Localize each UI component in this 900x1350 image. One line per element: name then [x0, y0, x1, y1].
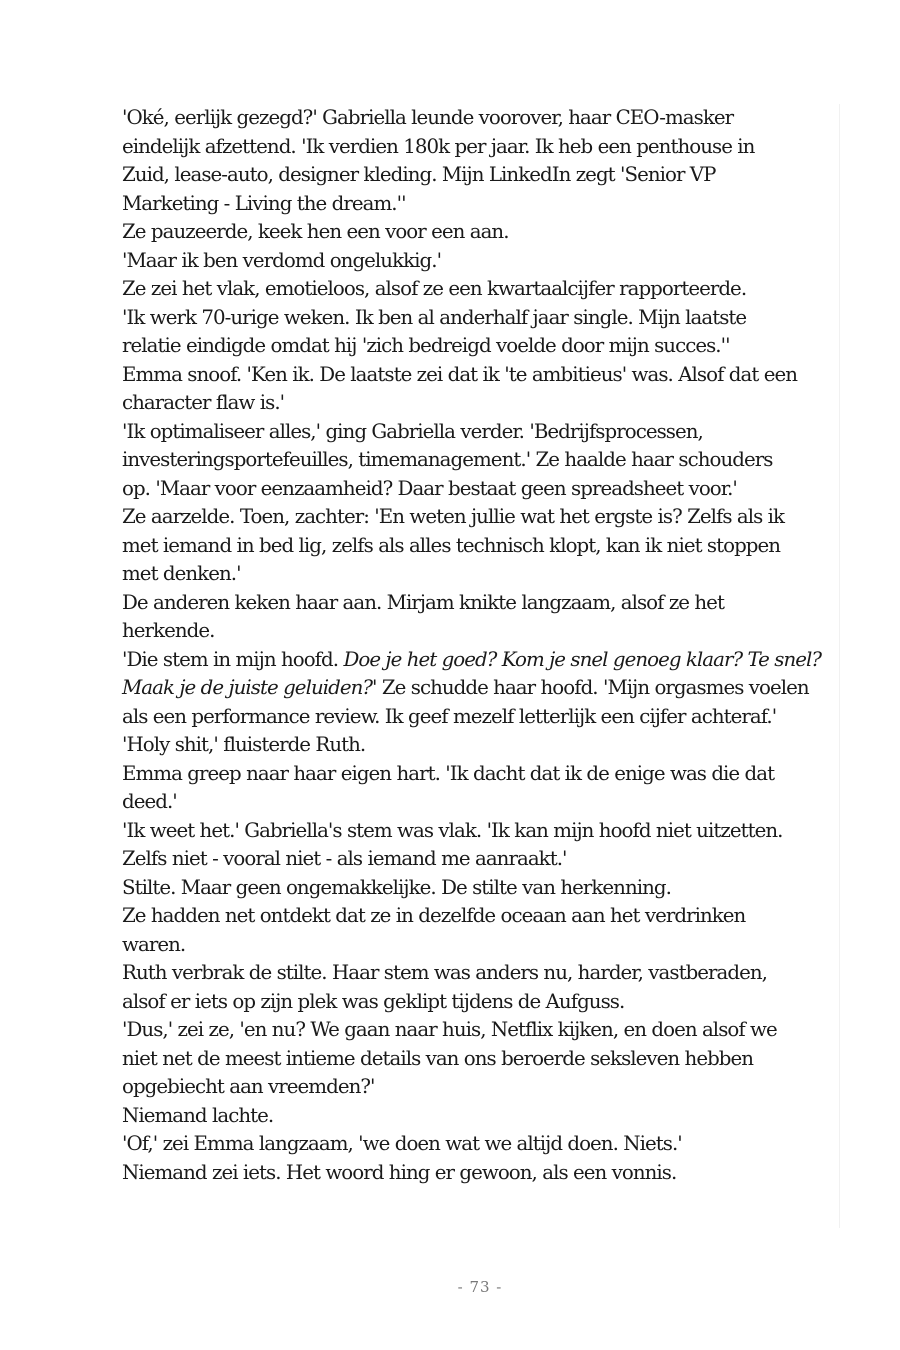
text-segment: ' Ze schudde haar hoofd. 'Mijn orgasmes voelen — [372, 676, 809, 699]
text-line: Zelfs niet - vooral niet - als iemand me aanraakt.' — [122, 847, 567, 870]
text-line — [122, 646, 839, 675]
text-line: alsof er iets op zijn plek was geklipt tijdens de Aufguss. — [122, 989, 625, 1013]
page-number: - 73 - — [457, 1278, 503, 1296]
text-line: 'Maar ik ben verdomd ongelukkig.' — [122, 248, 442, 272]
text-line: 'Ik weet het.' Gabriella's stem was vlak. 'Ik kan mijn hoofd niet uitzetten. — [122, 818, 783, 842]
text-line: Ze aarzelde. Toen, zachter: 'En weten jullie wat het ergste is? Zelfs als ik — [122, 505, 785, 528]
text-line: opgebiecht aan vreemden?' — [122, 1075, 375, 1098]
text-line: character flaw is.' — [122, 391, 285, 414]
text-line: Niemand zei iets. Het woord hing er gewoon, als een vonnis. — [122, 1160, 677, 1184]
text-block — [122, 104, 840, 1228]
text-line: deed.' — [122, 790, 177, 813]
text-line: Niemand lachte. — [122, 1103, 274, 1127]
text-line: 'Dus,' zei ze, 'en nu? We gaan naar huis, Netflix kijken, en doen alsof we — [122, 1018, 777, 1041]
text-line: investeringsportefeuilles, timemanagement.' Ze haalde haar schouders — [122, 448, 773, 471]
text-line: als een performance review. Ik geef mezelf letterlijk een cijfer achteraf.' — [122, 704, 777, 728]
text-line: 'Ik werk 70-urige weken. Ik ben al anderhalf jaar single. Mijn laatste — [122, 305, 747, 329]
text-line: Ze zei het vlak, emotieloos, alsof ze een kwartaalcijfer rapporteerde. — [122, 277, 747, 300]
text-line: Ze pauzeerde, keek hen een voor een aan. — [122, 220, 509, 243]
text-line: Emma greep naar haar eigen hart. 'Ik dacht dat ik de enige was die dat — [122, 761, 775, 785]
text-line: herkende. — [122, 619, 215, 642]
text-line: Marketing - Living the dream.'' — [122, 191, 406, 215]
text-line: 'Of,' zei Emma langzaam, 'we doen wat we altijd doen. Niets.' — [122, 1132, 682, 1155]
text-line: Ze hadden net ontdekt dat ze in dezelfde oceaan aan het verdrinken — [122, 904, 746, 927]
text-line: waren. — [122, 932, 186, 956]
text-line: 'Ik optimaliseer alles,' ging Gabriella verder. 'Bedrijfsprocessen, — [122, 419, 703, 443]
italic-text: Doe je het goed? Kom je snel genoeg klaar? Te snel? — [343, 647, 822, 671]
text-line: Stilte. Maar geen ongemakkelijke. De stilte van herkenning. — [122, 875, 671, 899]
text-line — [122, 674, 839, 703]
text-line: De anderen keken haar aan. Mirjam knikte langzaam, alsof ze het — [122, 590, 724, 614]
text-line: 'Holy shit,' fluisterde Ruth. — [122, 733, 366, 756]
text-line: op. 'Maar voor eenzaamheid? Daar bestaat geen spreadsheet voor.' — [122, 476, 737, 500]
text-line: eindelijk afzettend. 'Ik verdien 180k per jaar. Ik heb een penthouse in — [122, 134, 755, 158]
text-line: 'Oké, eerlijk gezegd?' Gabriella leunde voorover, haar CEO-masker — [122, 106, 734, 129]
text-line: met iemand in bed lig, zelfs als alles technisch klopt, kan ik niet stoppen — [122, 533, 781, 557]
text-line: niet net de meest intieme details van ons beroerde seksleven hebben — [122, 1046, 754, 1070]
text-line: Zuid, lease-auto, designer kleding. Mijn LinkedIn zegt 'Senior VP — [122, 163, 716, 186]
text-segment: 'Die stem in mijn hoofd. — [122, 647, 344, 671]
text-line: relatie eindigde omdat hij 'zich bedreigd voelde door mijn succes.'' — [122, 334, 730, 357]
italic-text: Maak je de juiste geluiden? — [122, 676, 373, 699]
text-line: met denken.' — [122, 562, 241, 585]
text-line: Ruth verbrak de stilte. Haar stem was anders nu, harder, vastberaden, — [122, 961, 767, 984]
text-line: Emma snoof. 'Ken ik. De laatste zei dat ik 'te ambitieus' was. Alsof dat een — [122, 362, 797, 386]
